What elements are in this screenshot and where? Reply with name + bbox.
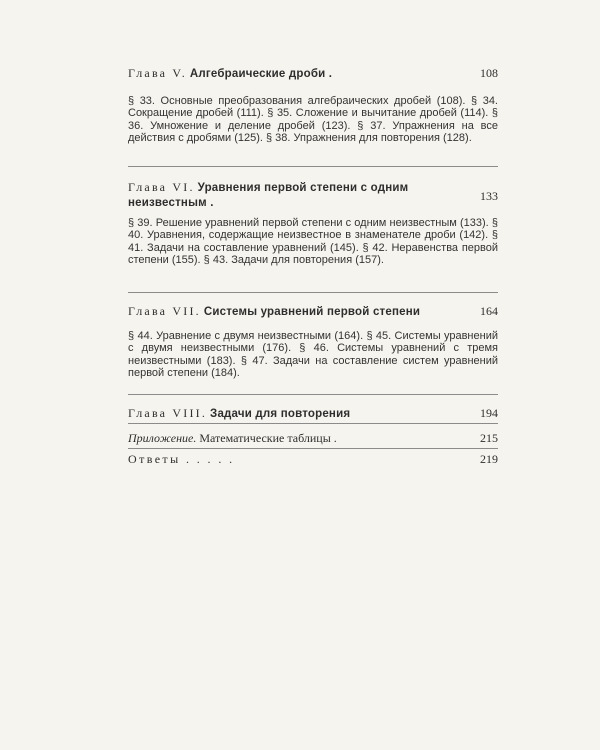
chapter-6-sections-text: § 39. Решение уравнений первой степени с одним неизвестным (133). § 40. Уравнения, содержащие неизвестное в знаменателе дроби (142). § 41. Задачи на составление уравнений (145). § 42. Неравенства первой степени (155). § 43. Задачи для повторения (157). (128, 217, 498, 266)
chapter-7-label: Глава VII. (128, 304, 201, 318)
chapter-7-page: 164 (480, 304, 498, 318)
chapter-6-heading (128, 180, 473, 210)
chapter-7-sections (128, 330, 498, 382)
chapter-6-page: 133 (480, 189, 498, 203)
chapter-6-label: Глава VI. (128, 180, 195, 194)
answers-page: 219 (480, 452, 498, 466)
divider (128, 394, 498, 395)
chapter-8-label: Глава VIII. (128, 406, 208, 420)
chapter-8-heading (128, 406, 498, 421)
chapter-5-title: Алгебраические дроби (189, 68, 326, 80)
chapter-6-title: Уравнения первой степени с одним неизвестным (128, 182, 409, 209)
chapter-5-heading (128, 66, 498, 81)
chapter-5-page: 108 (480, 66, 498, 80)
appendix-entry (128, 431, 337, 446)
chapter-7-heading (128, 304, 498, 319)
answers-entry: Ответы . . . . . (128, 452, 235, 466)
divider (128, 166, 498, 167)
appendix-page: 215 (480, 431, 498, 445)
chapter-8-page: 194 (480, 406, 498, 420)
divider (128, 292, 498, 293)
chapter-6-title-suffix: . (206, 197, 214, 209)
chapter-7-title: Системы уравнений первой степени (203, 306, 421, 318)
chapter-5-label: Глава V. (128, 66, 187, 80)
divider (128, 423, 498, 424)
chapter-5-title-suffix: . (325, 68, 333, 80)
appendix-text: Математические таблицы . (199, 431, 337, 445)
chapter-5-sections-text: § 33. Основные преобразования алгебраических дробей (108). § 34. Сокращение дробей (111). § 35. Сложение и вычитание дробей (114). § 36. Умножение и деление дробей (123). § 37. Упражнения на все действия с дробями (125). § 38. Упражнения для повторения (128). (128, 95, 498, 144)
chapter-8-title: Задачи для повторения (210, 408, 351, 420)
chapter-6-sections (128, 217, 498, 281)
divider (128, 448, 498, 449)
chapter-7-sections-text: § 44. Уравнение с двумя неизвестными (164). § 45. Системы уравнений с двумя неизвестными (176). § 46. Системы уравнений с тремя неизвестными (183). § 47. Задачи на составление систем уравнений первой степени (184). (128, 330, 498, 379)
chapter-5-sections (128, 95, 498, 157)
appendix-label: Приложение. (128, 431, 197, 445)
